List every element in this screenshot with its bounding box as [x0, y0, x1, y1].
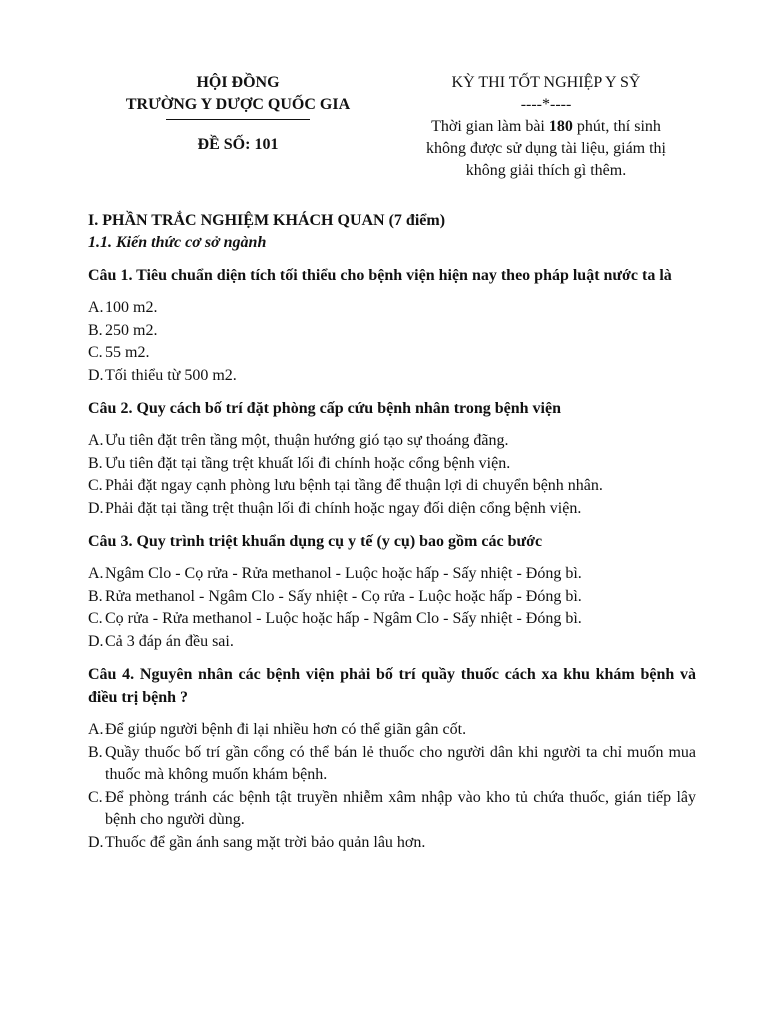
- option-letter: D.: [88, 632, 104, 650]
- option-letter: C.: [88, 788, 103, 806]
- option-text: Cọ rửa - Rửa methanol - Luộc hoặc hấp - Ngâm Clo - Sấy nhiệt - Đóng bì.: [105, 610, 582, 627]
- exam-code: ĐỀ SỐ: 101: [197, 136, 279, 153]
- option-letter: B.: [88, 743, 103, 761]
- answer-option-c: [88, 787, 696, 832]
- question-text: Câu 2. Quy cách bố trí đặt phòng cấp cứu bệnh nhân trong bệnh viện: [88, 400, 561, 417]
- answer-option-d: [88, 498, 696, 521]
- question-3: [88, 530, 696, 653]
- option-text: Ưu tiên đặt tại tầng trệt khuất lối đi chính hoặc cổng bệnh viện.: [105, 454, 511, 472]
- option-letter: A.: [88, 721, 104, 738]
- answer-option-d: [88, 832, 696, 855]
- option-letter: C.: [88, 610, 103, 627]
- option-text: Phải đặt ngay cạnh phòng lưu bệnh tại tầng để thuận lợi di chuyển bệnh nhân.: [105, 477, 603, 494]
- time-suffix: phút, thí sinh: [572, 118, 661, 135]
- answer-option-b: [88, 320, 696, 343]
- answer-options: [88, 563, 696, 653]
- council-name: HỘI ĐỒNG: [196, 74, 280, 91]
- option-text: Tối thiểu từ 500 m2.: [105, 366, 237, 384]
- answer-option-a: [88, 563, 696, 586]
- time-minutes: 180: [548, 118, 573, 135]
- option-text: Ngâm Clo - Cọ rửa - Rửa methanol - Luộc hoặc hấp - Sấy nhiệt - Đóng bì.: [105, 565, 582, 582]
- answer-option-b: [88, 453, 696, 476]
- question-1: [88, 264, 696, 387]
- option-text: 250 m2.: [105, 321, 158, 339]
- header-divider: [166, 119, 310, 120]
- time-prefix: Thời gian làm bài: [431, 118, 549, 135]
- exam-header: [88, 72, 688, 182]
- question-4: [88, 663, 696, 854]
- answer-option-a: [88, 297, 696, 320]
- answer-option-b: [88, 742, 696, 787]
- exam-content: [88, 210, 696, 864]
- option-text: Rửa methanol - Ngâm Clo - Sấy nhiệt - Cọ rửa - Luộc hoặc hấp - Đóng bì.: [105, 587, 582, 605]
- title-separator: ----*----: [520, 96, 572, 113]
- answer-option-a: [88, 430, 696, 453]
- option-letter: A.: [88, 299, 104, 316]
- option-letter: C.: [88, 344, 103, 361]
- option-text: 100 m2.: [105, 299, 158, 316]
- answer-option-c: [88, 475, 696, 498]
- option-letter: D.: [88, 833, 104, 851]
- exam-title: KỲ THI TỐT NGHIỆP Y SỸ: [451, 74, 641, 91]
- answer-option-a: [88, 719, 696, 742]
- answer-option-d: [88, 631, 696, 654]
- option-text: 55 m2.: [105, 344, 150, 361]
- time-note: [366, 116, 726, 138]
- option-letter: B.: [88, 587, 103, 605]
- answer-option-b: [88, 586, 696, 609]
- question-text: Câu 1. Tiêu chuẩn diện tích tối thiểu cho bệnh viện hiện nay theo pháp luật nước ta là: [88, 267, 672, 284]
- section-title: I. PHẦN TRẮC NGHIỆM KHÁCH QUAN (7 điểm): [88, 212, 446, 229]
- instruction-line-3: không giải thích gì thêm.: [465, 162, 627, 179]
- answer-option-c: [88, 608, 696, 631]
- instruction-line-2: không được sử dụng tài liệu, giám thị: [426, 140, 666, 157]
- option-text: Ưu tiên đặt trên tầng một, thuận hướng gió tạo sự thoáng đãng.: [105, 432, 509, 449]
- option-letter: D.: [88, 499, 104, 517]
- answer-option-c: [88, 342, 696, 365]
- answer-options: [88, 297, 696, 387]
- option-letter: A.: [88, 565, 104, 582]
- question-text: Câu 3. Quy trình triệt khuẩn dụng cụ y tế (y cụ) bao gồm các bước: [88, 533, 543, 550]
- option-letter: B.: [88, 321, 103, 339]
- question-text: Câu 4. Nguyên nhân các bệnh viện phải bố trí quầy thuốc cách xa khu khám bệnh và điều trị bệnh ?: [88, 666, 696, 706]
- option-letter: D.: [88, 366, 104, 384]
- option-text: Để giúp người bệnh đi lại nhiều hơn có thể giãn gân cốt.: [105, 721, 467, 738]
- option-text: Cả 3 đáp án đều sai.: [105, 632, 234, 650]
- question-2: [88, 397, 696, 520]
- section-subtitle: 1.1. Kiến thức cơ sở ngành: [88, 234, 267, 251]
- school-name: TRƯỜNG Y DƯỢC QUỐC GIA: [125, 96, 351, 113]
- answer-option-d: [88, 365, 696, 388]
- option-letter: A.: [88, 432, 104, 449]
- option-text: Phải đặt tại tầng trệt thuận lối đi chính hoặc ngay đối diện cổng bệnh viện.: [105, 499, 582, 517]
- answer-options: [88, 430, 696, 520]
- option-text: Để phòng tránh các bệnh tật truyền nhiễm xâm nhập vào kho tủ chứa thuốc, gián tiếp lây bệnh cho người dùng.: [105, 788, 696, 828]
- option-text: Thuốc để gần ánh sang mặt trời bảo quản lâu hơn.: [105, 833, 426, 851]
- option-letter: C.: [88, 477, 103, 494]
- option-letter: B.: [88, 454, 103, 472]
- answer-options: [88, 719, 696, 854]
- option-text: Quầy thuốc bố trí gần cổng có thể bán lẻ thuốc cho người dân khi người ta chỉ muốn mua thuốc mà không muốn khám bệnh.: [105, 743, 696, 783]
